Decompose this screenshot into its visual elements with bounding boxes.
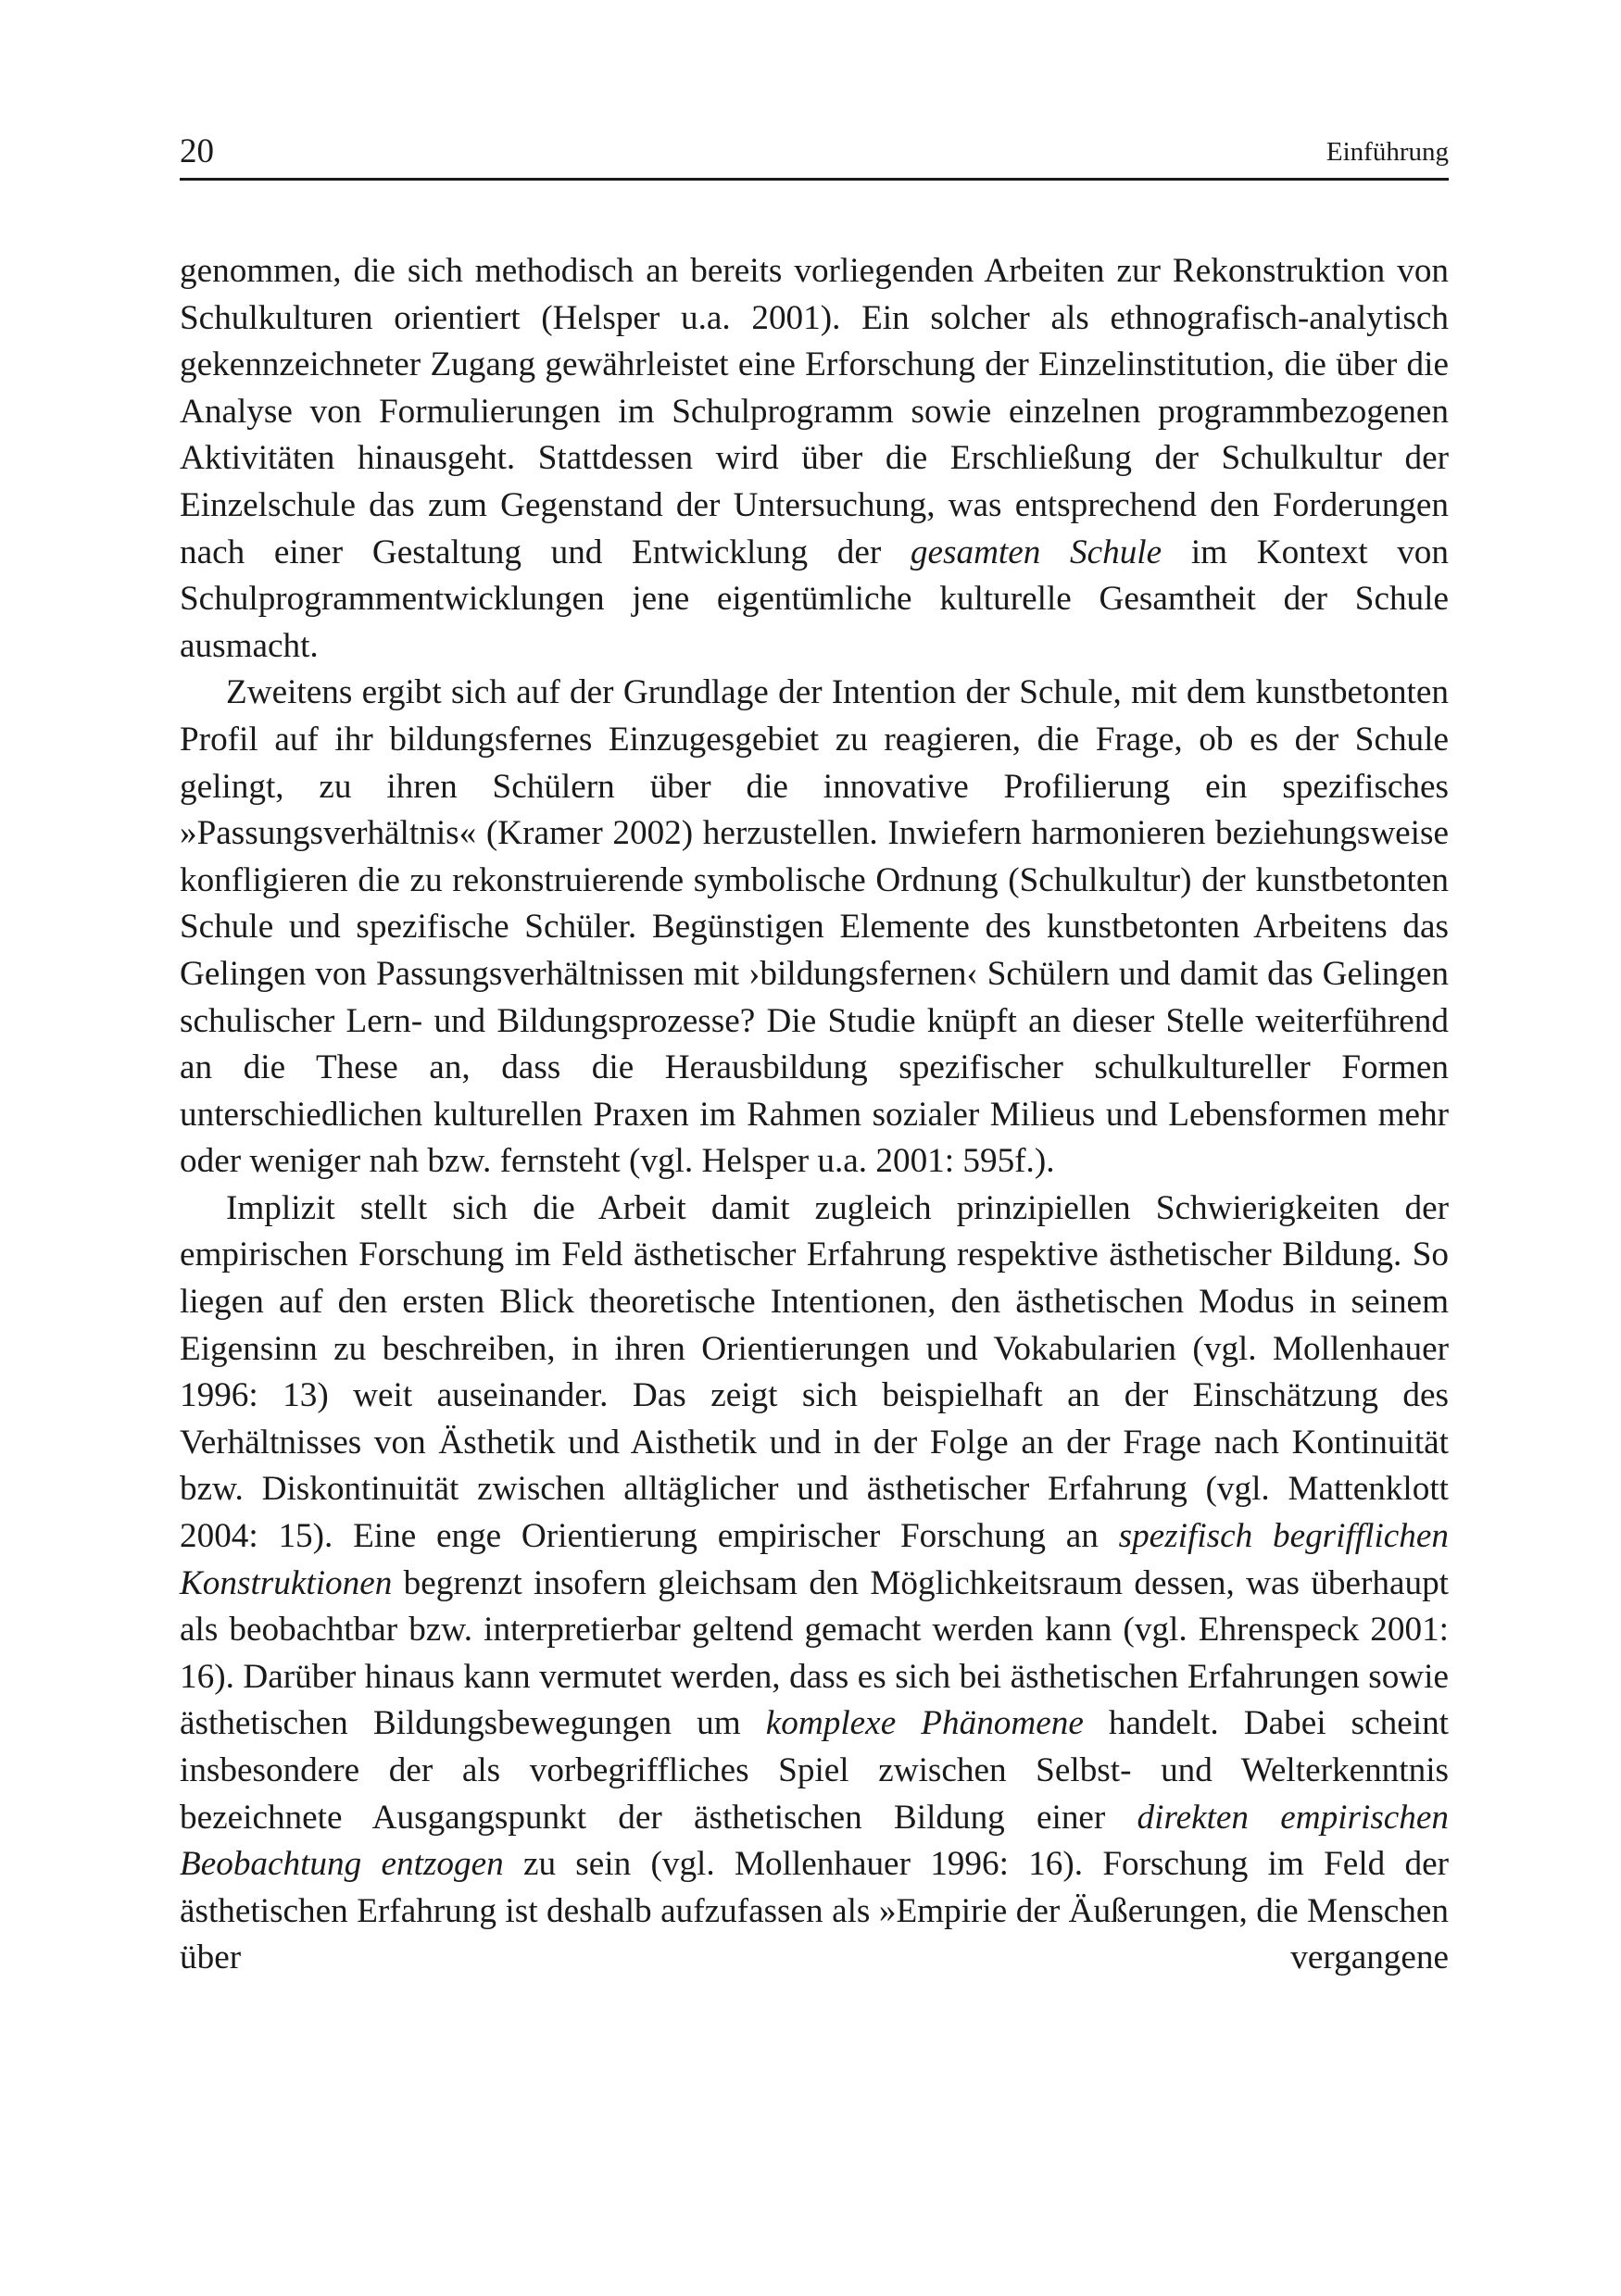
emphasis-text: komplexe Phänomene: [765, 1704, 1084, 1743]
body-text: [180, 248, 1449, 1982]
emphasis-text: gesamten Schule: [910, 533, 1162, 571]
emphasis-text: direkten empirischen Beobachtung entzogen: [180, 1798, 1449, 1884]
page-header: [180, 130, 1449, 181]
page-number: 20: [180, 132, 214, 170]
paragraph-text: im Kontext von Schulprogrammentwicklungen jene eigentümliche kulturelle Gesamtheit der Schule ausmacht.: [180, 533, 1449, 665]
paragraph-3: [180, 1186, 1449, 1982]
paragraph-2: [180, 670, 1449, 1186]
paragraph-text: Zweitens ergibt sich auf der Grundlage der Intention der Schule, mit dem kunstbetonten Profil auf ihr bildungsfernes Einzugesgebiet zu reagieren, die Frage, ob es der Schule gelingt, zu ihren Schülern über die innovative Profilierung ein spezifisches »Passungsverhältnis« (Kramer 2002) herzustellen. Inwiefern harmonieren beziehungsweise konfligieren die zu rekonstruierende symbolische Ordnung (Schulkultur) der kunstbetonten Schule und spezifische Schüler. Begünstigen Elemente des kunstbetonten Arbeitens das Gelingen von Passungsverhältnissen mit ›bildungsfernen‹ Schülern und damit das Gelingen schulischer Lern- und Bildungsprozesse? Die Studie knüpft an dieser Stelle weiterführend an die These an, dass die Herausbildung spezifischer schulkultureller Formen unterschiedlichen kulturellen Praxen im Rahmen sozialer Milieus und Lebensformen mehr oder weniger nah bzw. fernsteht (vgl. Helsper u.a. 2001: 595f.).: [180, 673, 1449, 1181]
running-head: Einführung: [1326, 137, 1449, 167]
paragraph-1: [180, 248, 1449, 670]
paragraph-text: begrenzt insofern gleichsam den Möglichkeitsraum dessen, was überhaupt als beobachtbar bzw. interpretierbar geltend gemacht werden kann (vgl. Ehrenspeck 2001: 16). Darüber hinaus kann vermutet werden, dass es sich bei ästhetischen Erfahrungen sowie ästhetischen Bildungsbewegungen um: [180, 1563, 1449, 1743]
paragraph-text: handelt. Dabei scheint insbesondere der als vorbegriffliches Spiel zwischen Selbst- und Welterkenntnis bezeichnete Ausgangspunkt der ästhetischen Bildung einer: [180, 1704, 1449, 1837]
paragraph-text: genommen, die sich methodisch an bereits vorliegenden Arbeiten zur Rekonstruktion von Schulkulturen orientiert (Helsper u.a. 2001). Ein solcher als ethnografisch-analytisch gekennzeichneter Zugang gewährleistet eine Erforschung der Einzelinstitution, die über die Analyse von Formulierungen im Schulprogramm sowie einzelnen programmbezogenen Aktivitäten hinausgeht. Stattdessen wird über die Erschließung der Schulkultur der Einzelschule das zum Gegenstand der Untersuchung, was entsprechend den Forderungen nach einer Gestaltung und Entwicklung der: [180, 252, 1449, 571]
emphasis-text: spezifisch begrifflichen Konstruktionen: [180, 1517, 1449, 1602]
paragraph-text: Implizit stellt sich die Arbeit damit zugleich prinzipiellen Schwierigkeiten der empirischen Forschung im Feld ästhetischer Erfahrung respektive ästhetischer Bildung. So liegen auf den ersten Blick theoretische Intentionen, den ästhetischen Modus in seinem Eigensinn zu beschreiben, in ihren Orientierungen und Vokabularien (vgl. Mollenhauer 1996: 13) weit auseinander. Das zeigt sich beispielhaft an der Einschätzung des Verhältnisses von Ästhetik und Aisthetik und in der Folge an der Frage nach Kontinuität bzw. Diskontinuität zwischen alltäglicher und ästhetischer Erfahrung (vgl. Mattenklott 2004: 15). Eine enge Orientierung empirischer Forschung an: [180, 1188, 1449, 1556]
paragraph-text: zu sein (vgl. Mollenhauer 1996: 16). Forschung im Feld der ästhetischen Erfahrung ist deshalb aufzufassen als »Empirie der Äußerungen, die Menschen über vergangene: [180, 1845, 1449, 1977]
